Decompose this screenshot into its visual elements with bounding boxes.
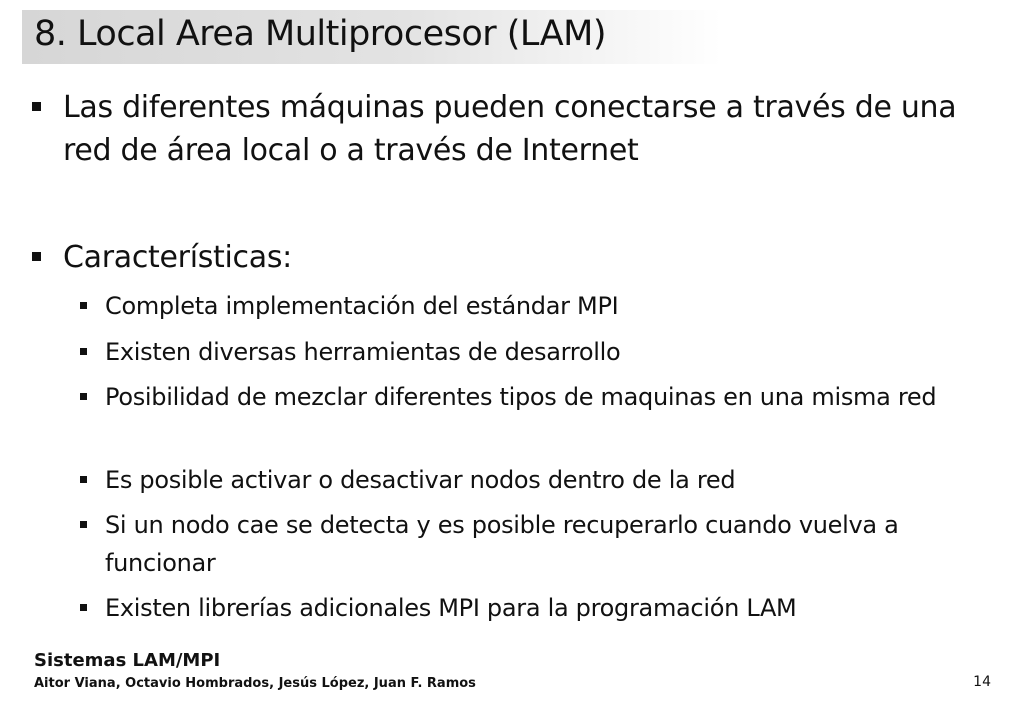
sub-bullet-text: Posibilidad de mezclar diferentes tipos de maquinas en una misma red — [105, 383, 937, 411]
sub-bullet-item — [78, 461, 958, 499]
square-bullet-icon — [80, 521, 87, 528]
footer-title: Sistemas LAM/MPI — [34, 650, 221, 671]
square-bullet-icon — [80, 348, 87, 355]
square-bullet-icon — [80, 604, 87, 611]
bullet-item — [30, 86, 990, 172]
sub-bullet-item — [78, 378, 958, 416]
sub-bullet-text: Existen diversas herramientas de desarrollo — [105, 338, 621, 366]
sub-bullet-item — [78, 589, 958, 627]
square-bullet-icon — [80, 302, 87, 309]
bullet-item — [30, 236, 990, 279]
sub-bullet-text: Si un nodo cae se detecta y es posible recuperarlo cuando vuelva a funcionar — [105, 511, 899, 577]
bullet-text: Características: — [63, 240, 292, 275]
slide-title: 8. Local Area Multiprocesor (LAM) — [34, 14, 607, 54]
title-bar — [22, 10, 722, 64]
sub-bullet-text: Completa implementación del estándar MPI — [105, 292, 619, 320]
sub-bullet-item — [78, 287, 958, 325]
square-bullet-icon — [32, 252, 41, 261]
square-bullet-icon — [80, 393, 87, 400]
square-bullet-icon — [32, 102, 41, 111]
footer-authors: Aitor Viana, Octavio Hombrados, Jesús López, Juan F. Ramos — [34, 676, 476, 691]
sub-bullet-text: Existen librerías adicionales MPI para la programación LAM — [105, 594, 797, 622]
sub-bullet-item — [78, 506, 958, 582]
page-number: 14 — [973, 674, 991, 690]
sub-bullet-item — [78, 333, 958, 371]
square-bullet-icon — [80, 476, 87, 483]
bullet-text: Las diferentes máquinas pueden conectarse a través de una red de área local o a través de Internet — [63, 90, 957, 168]
sub-bullet-text: Es posible activar o desactivar nodos dentro de la red — [105, 466, 736, 494]
